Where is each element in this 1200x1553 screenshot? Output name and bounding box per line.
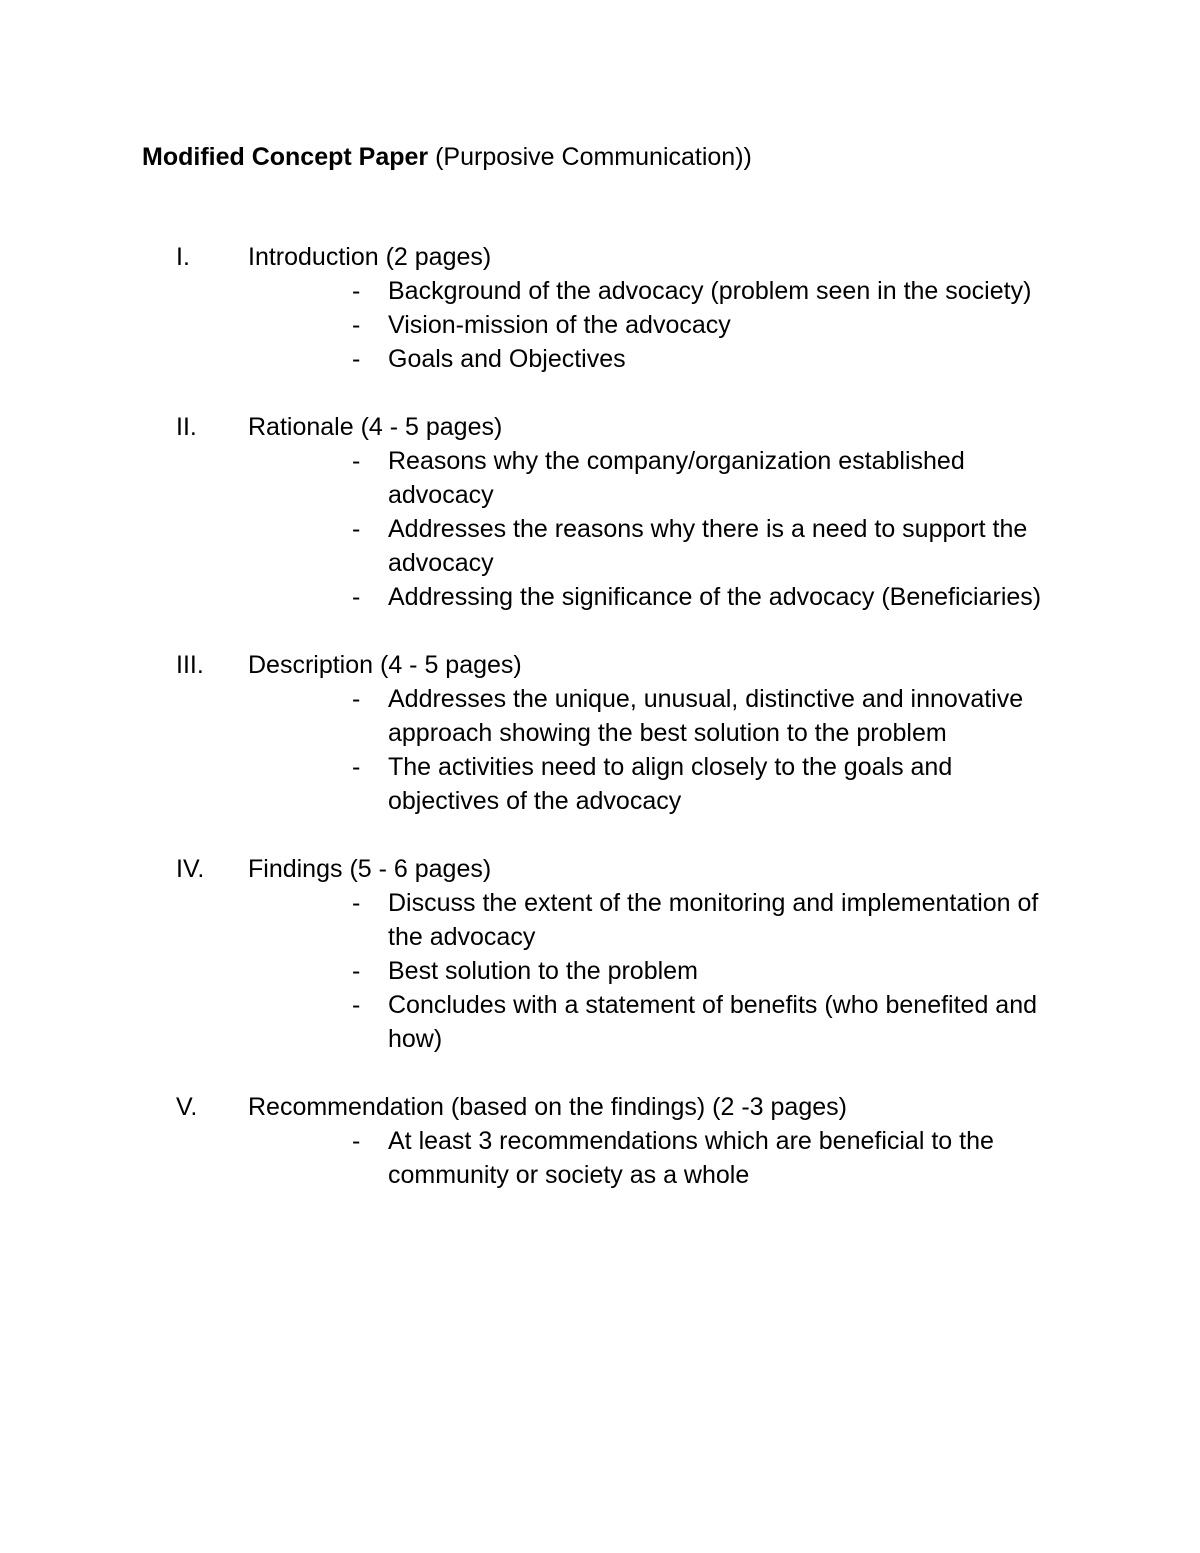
bullet-text: Best solution to the problem xyxy=(388,957,698,985)
section-numeral: V. xyxy=(176,1093,198,1121)
section-introduction xyxy=(0,240,1200,376)
list-item xyxy=(0,988,1068,1056)
list-item xyxy=(0,682,1068,750)
section-recommendation xyxy=(0,1090,1200,1192)
section-heading: Findings (5 - 6 pages) xyxy=(248,855,492,883)
list-item xyxy=(0,342,1068,376)
section-numeral: III. xyxy=(176,651,204,679)
list-item xyxy=(0,274,1068,308)
section-rationale xyxy=(0,410,1200,614)
list-item xyxy=(0,1124,1068,1192)
section-numeral: IV. xyxy=(176,855,205,883)
bullet-text: Discuss the extent of the monitoring and implementation of the advocacy xyxy=(388,889,1039,951)
list-item xyxy=(0,580,1068,614)
section-numeral: I. xyxy=(176,243,190,271)
section-findings xyxy=(0,852,1200,1056)
section-header xyxy=(0,410,1200,444)
bullet-text: At least 3 recommendations which are beneficial to the community or society as a whole xyxy=(388,1127,994,1189)
list-item xyxy=(0,444,1068,512)
dash-marker: - xyxy=(352,311,361,339)
dash-marker: - xyxy=(352,991,361,1019)
list-item xyxy=(0,750,1068,818)
bullet-text: Reasons why the company/organization established advocacy xyxy=(388,447,965,509)
section-header xyxy=(0,852,1200,886)
section-description xyxy=(0,648,1200,818)
bullet-list xyxy=(0,444,1200,614)
section-header xyxy=(0,240,1200,274)
bullet-text: Background of the advocacy (problem seen in the society) xyxy=(388,277,1032,305)
section-heading: Recommendation (based on the findings) (2 -3 pages) xyxy=(248,1093,847,1121)
section-heading: Description (4 - 5 pages) xyxy=(248,651,522,679)
bullet-list xyxy=(0,682,1200,818)
document-title xyxy=(142,140,752,174)
section-header xyxy=(0,1090,1200,1124)
title-bold: Modified Concept Paper xyxy=(142,143,429,171)
bullet-text: Goals and Objectives xyxy=(388,345,626,373)
dash-marker: - xyxy=(352,957,361,985)
dash-marker: - xyxy=(352,277,361,305)
dash-marker: - xyxy=(352,583,361,611)
dash-marker: - xyxy=(352,345,361,373)
dash-marker: - xyxy=(352,685,361,713)
dash-marker: - xyxy=(352,515,361,543)
bullet-text: Addressing the significance of the advocacy (Beneficiaries) xyxy=(388,583,1042,611)
section-heading: Introduction (2 pages) xyxy=(248,243,492,271)
bullet-text: Addresses the unique, unusual, distinctive and innovative approach showing the best solution to the problem xyxy=(388,685,1024,747)
section-header xyxy=(0,648,1200,682)
bullet-text: Concludes with a statement of benefits (who benefited and how) xyxy=(388,991,1038,1053)
dash-marker: - xyxy=(352,1127,361,1155)
title-subtitle: (Purposive Communication)) xyxy=(428,143,752,171)
list-item xyxy=(0,954,1068,988)
list-item xyxy=(0,308,1068,342)
list-item xyxy=(0,512,1068,580)
bullet-list xyxy=(0,1124,1200,1192)
section-heading: Rationale (4 - 5 pages) xyxy=(248,413,503,441)
bullet-text: Vision-mission of the advocacy xyxy=(388,311,731,339)
list-item xyxy=(0,886,1068,954)
bullet-list xyxy=(0,274,1200,376)
dash-marker: - xyxy=(352,889,361,917)
outline xyxy=(0,240,1200,1226)
bullet-text: Addresses the reasons why there is a need to support the advocacy xyxy=(388,515,1028,577)
dash-marker: - xyxy=(352,753,361,781)
dash-marker: - xyxy=(352,447,361,475)
section-numeral: II. xyxy=(176,413,197,441)
bullet-list xyxy=(0,886,1200,1056)
bullet-text: The activities need to align closely to the goals and objectives of the advocacy xyxy=(388,753,953,815)
